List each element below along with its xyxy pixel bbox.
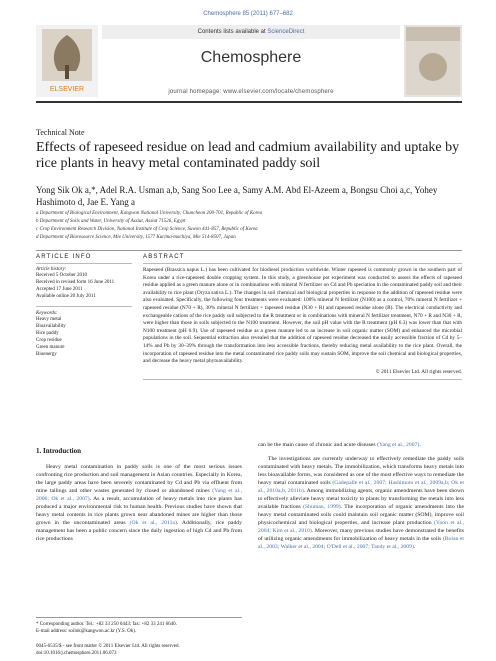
keyword: Heavy metal [36, 317, 62, 322]
header-divider [36, 101, 462, 103]
keyword: Green manure [36, 345, 65, 350]
keyword: Bioavailability [36, 324, 66, 329]
issn-line: 0045-6535/$ - see front matter © 2011 Elsevier Ltd. All rights reserved. [36, 644, 180, 649]
sciencedirect-link[interactable]: ScienceDirect [267, 29, 305, 35]
affiliation: d Department of Bioresource Science, Mie University, 1577 Kurima-machiya, Mie 514-8507, Japan [36, 235, 236, 240]
masthead [102, 25, 400, 97]
abstract-heading: ABSTRACT [143, 254, 462, 264]
section-divider [36, 250, 462, 251]
keyword: Crop residue [36, 338, 62, 343]
paragraph: can be the main cause of chronic and acute diseases (Yang et al., 2007). [258, 442, 421, 448]
body-column-left [36, 447, 242, 549]
article-type: Technical Note [36, 128, 85, 137]
keywords-label: Keywords: [36, 311, 58, 316]
history-item: Accepted 17 June 2011 [36, 287, 83, 292]
affiliation: c Crop Environment Research Division, National Institute of Crop Science, Suwon 441-857, Republic of Korea [36, 227, 258, 232]
body-column-right [258, 441, 464, 557]
affiliation: b Department of Soils and Water, University of Assiut, Assiut 71526, Egypt [36, 219, 186, 224]
journal-homepage[interactable]: journal homepage: www.elsevier.com/locate/chemosphere [168, 89, 334, 95]
citation-link[interactable]: (Shuman, 1999) [303, 504, 341, 510]
citation-link[interactable]: (Yang et al., 2006; Ok et al., 2007) [36, 488, 242, 502]
history-item: Received 5 October 2010 [36, 273, 87, 278]
history-item: Received in revised form 16 June 2011 [36, 280, 115, 285]
abstract-panel [143, 254, 462, 380]
journal-header [36, 25, 462, 97]
paragraph: Heavy metal contamination in paddy soils is one of the most serious issues confronting rice production and soil management in Asian countries. Especially in Korea, the large paddy areas have been severely contaminated by Cd and Pb via effluent from mine tailings and other wastes generated by closed or abandoned mines (Yang et al., 2006; Ok et al., 2007). As a result, accumulation of heavy metals into rice plants has produced a major environmental risk to human health. Previous studies have shown that heavy metal contents in rice plants grown near abandoned mines are higher than those grown in the uncontaminated areas (Ok et al., 2011a). Additionally, rice paddy management has been a public concern since the daily ingestion of high Cd and Pb from rice productions [36, 464, 242, 542]
publication-info [36, 643, 256, 657]
contents-line: Contents lists available at ScienceDirect [102, 25, 400, 39]
affiliations [36, 210, 466, 242]
article-info-panel [36, 254, 132, 358]
email-address[interactable]: E-mail address: soilok@kangwon.ac.kr (Y.S. Ok). [36, 629, 137, 634]
keyword: Rice paddy [36, 331, 59, 336]
citation-link[interactable]: (Yang et al., 2007) [377, 442, 420, 448]
citation-link[interactable]: (Gadepalle et al., 2007; Hashimoto et al., 2009a,b; Ok et al., 2010a,b, 2011b) [258, 480, 464, 494]
abstract-text: Rapeseed (Brassica napus L.) has been cultivated for biodiesel production worldwide. Winter rapeseed is commonly grown in the southern part of Korea under a rice-rapeseed double cropping system. In this study, a greenhouse pot experiment was conducted to assess the effects of rapeseed residue applied as a green manure alone or in combinations with mineral N fertilizer on Cd and Pb speciation in the contaminated paddy soil and their availability to rice plant (Oryza sativa L.). The changes in soil chemical and biological properties in response to the addition of rapeseed residue were also evaluated. Specifically, the following four treatments were evaluated: 100% mineral N fertilizer (N100) as a control, 70% mineral N fertilizer + rapeseed residue (N70 + R), 30% mineral N fertilizer + rapeseed residue (N30 + R) and rapeseed residue alone (R). The electrical conductivity and exchangeable cations of the rice paddy soil subjected to the R treatment or in combinations with mineral N fertilizer treatment, N70 + R and N30 + R, were higher than those in soils subjected to the N100 treatment. However, the soil pH value with the R treatment (pH 6.3) was lower than that with N100 treatment (pH 6.9). Use of rapeseed residue as a green manure led to an increase in soil organic matter (SOM) and enhanced the microbial populations in the soil. Sequential extraction also revealed that the addition of rapeseed residue decreased the easily accessible fraction of Cd by 5–14% and Pb by 30–39% through the transformation into less accessible fractions, thereby reducing metal availability to the rice plant. Overall, the incorporation of rapeseed residue into the metal contaminated rice paddy soils may sustain SOM, improve the soil chemical and biological properties, and decrease the heavy metal phytoavailability. [143, 267, 462, 365]
affiliation: a Department of Biological Environment, Kangwon National University, Chuncheon 200-701, Republic of Korea [36, 211, 263, 216]
doi-link[interactable]: doi:10.1016/j.chemosphere.2011.06.073 [36, 651, 117, 656]
paragraph: The investigations are currently underway to effectively remediate the paddy soils contaminated with heavy metals. The immobilization, which transforms heavy metals into less bioavailable forms, was considered as one of the most effective ways to remediate the heavy metal contaminated soils (Gadepalle et al., 2007; Hashimoto et al., 2009a,b; Ok et al., 2010a,b, 2011b). Among immobilizing agents, organic amendments have been shown to effectively alleviate heavy metal toxicity to plants by transforming the metals into less available fractions (Shuman, 1999). The incorporation of organic amendments into the heavy metal contaminated soils could maintain soil organic matter (SOM), improve soil physicochemical and biological properties, and increase plant production (Yoon et al., 2004; Kim et al., 2010). Moreover, many previous studies have demonstrated the benefits of utilizing organic amendments for immobilization of heavy metals in the soils (Bolan et al., 2003; Walker et al., 2004; O'Dell et al., 2007; Tandy et al., 2009). [258, 456, 465, 550]
copyright-notice: © 2011 Elsevier Ltd. All rights reserved. [143, 369, 462, 380]
elsevier-wordmark: ELSEVIER [49, 86, 85, 93]
journal-cover-image [404, 25, 462, 97]
history-item: Available online 20 July 2011 [36, 294, 96, 299]
citation-link[interactable]: (Bolan et al., 2003; Walker et al., 2004; O'Dell et al., 2007; Tandy et al., 2009) [258, 536, 465, 550]
article-title: Effects of rapeseed residue on lead and cadmium availability and uptake by rice plants in heavy metal contaminated paddy soil [36, 140, 460, 171]
article-info-heading: ARTICLE INFO [36, 254, 132, 264]
elsevier-logo [36, 25, 98, 97]
corresponding-author-footnote [36, 617, 242, 635]
section-heading: 1. Introduction [36, 447, 81, 455]
journal-name: Chemosphere [200, 49, 302, 66]
journal-reference: Chemosphere 85 (2011) 677–682 [203, 11, 293, 17]
corresponding-author: * Corresponding author. Tel.: +82 33 250 6443; fax: +82 33 241 6640. [36, 622, 177, 627]
citation-link[interactable]: (Yoon et al., 2004; Kim et al., 2010) [258, 520, 465, 534]
history-label: Article history: [36, 267, 67, 272]
citation-link[interactable]: (Ok et al., 2011a) [129, 520, 177, 526]
author-list: Yong Sik Ok a,*, Adel R.A. Usman a,b, Sang Soo Lee a, Samy A.M. Abd El-Azeem a, Bongsu Choi a,c, Yohey Hashimoto d, Jae E. Yang a [36, 185, 438, 207]
keyword: Bioenergy [36, 352, 57, 357]
